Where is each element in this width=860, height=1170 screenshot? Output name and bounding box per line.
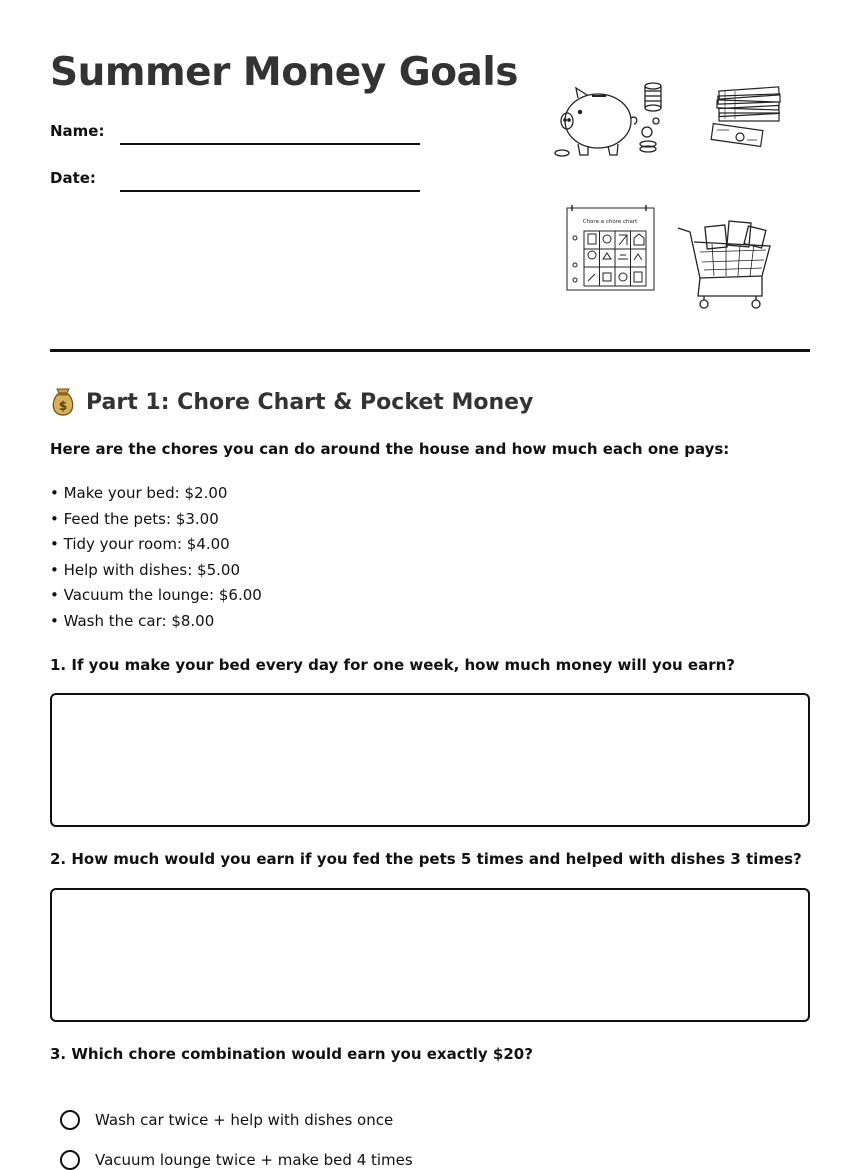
list-item: • Help with dishes: $5.00: [50, 560, 240, 579]
date-label: Date:: [50, 169, 96, 187]
list-item: • Tidy your room: $4.00: [50, 535, 230, 554]
chore-chart-icon: [560, 203, 660, 293]
part1-intro: Here are the chores you can do around the house and how much each one pays:: [50, 440, 730, 458]
q3-option-1[interactable]: [60, 1110, 393, 1130]
list-item: • Make your bed: $2.00: [50, 484, 228, 502]
part1-heading: [50, 387, 533, 417]
svg-text:$: $: [58, 399, 68, 413]
header-divider: [50, 349, 810, 352]
name-field[interactable]: [120, 143, 420, 145]
question-1: 1. If you make your bed every day for one week, how much money will you earn?: [50, 656, 736, 674]
q3-option-2[interactable]: [60, 1150, 413, 1170]
radio-button[interactable]: [60, 1110, 80, 1130]
piggy-bank-icon: [550, 76, 670, 161]
banknotes-icon: [705, 85, 785, 150]
question-2: 2. How much would you earn if you fed the pets 5 times and helped with dishes 3 times?: [50, 850, 802, 868]
part1-heading-text: Part 1: Chore Chart & Pocket Money: [86, 389, 534, 415]
list-item: • Vacuum the lounge: $6.00: [50, 586, 262, 605]
answer-box-1[interactable]: [50, 693, 810, 827]
option-label: Wash car twice + help with dishes once: [95, 1111, 394, 1129]
list-item: • Feed the pets: $3.00: [50, 509, 219, 528]
date-field[interactable]: [120, 190, 420, 192]
chore-chart-caption: Chore a chore chart: [582, 219, 638, 225]
name-label: Name:: [50, 122, 105, 140]
option-label: Vacuum lounge twice + make bed 4 times: [95, 1151, 413, 1169]
question-3: 3. Which chore combination would earn you exactly $20?: [50, 1045, 533, 1063]
money-bag-icon: [50, 387, 76, 417]
list-item: • Wash the car: $8.00: [50, 611, 215, 630]
shopping-cart-icon: [676, 216, 776, 312]
answer-box-2[interactable]: [50, 888, 810, 1022]
worksheet-title: Summer Money Goals: [50, 50, 518, 95]
chore-list: [50, 481, 262, 635]
radio-button[interactable]: [60, 1150, 80, 1170]
